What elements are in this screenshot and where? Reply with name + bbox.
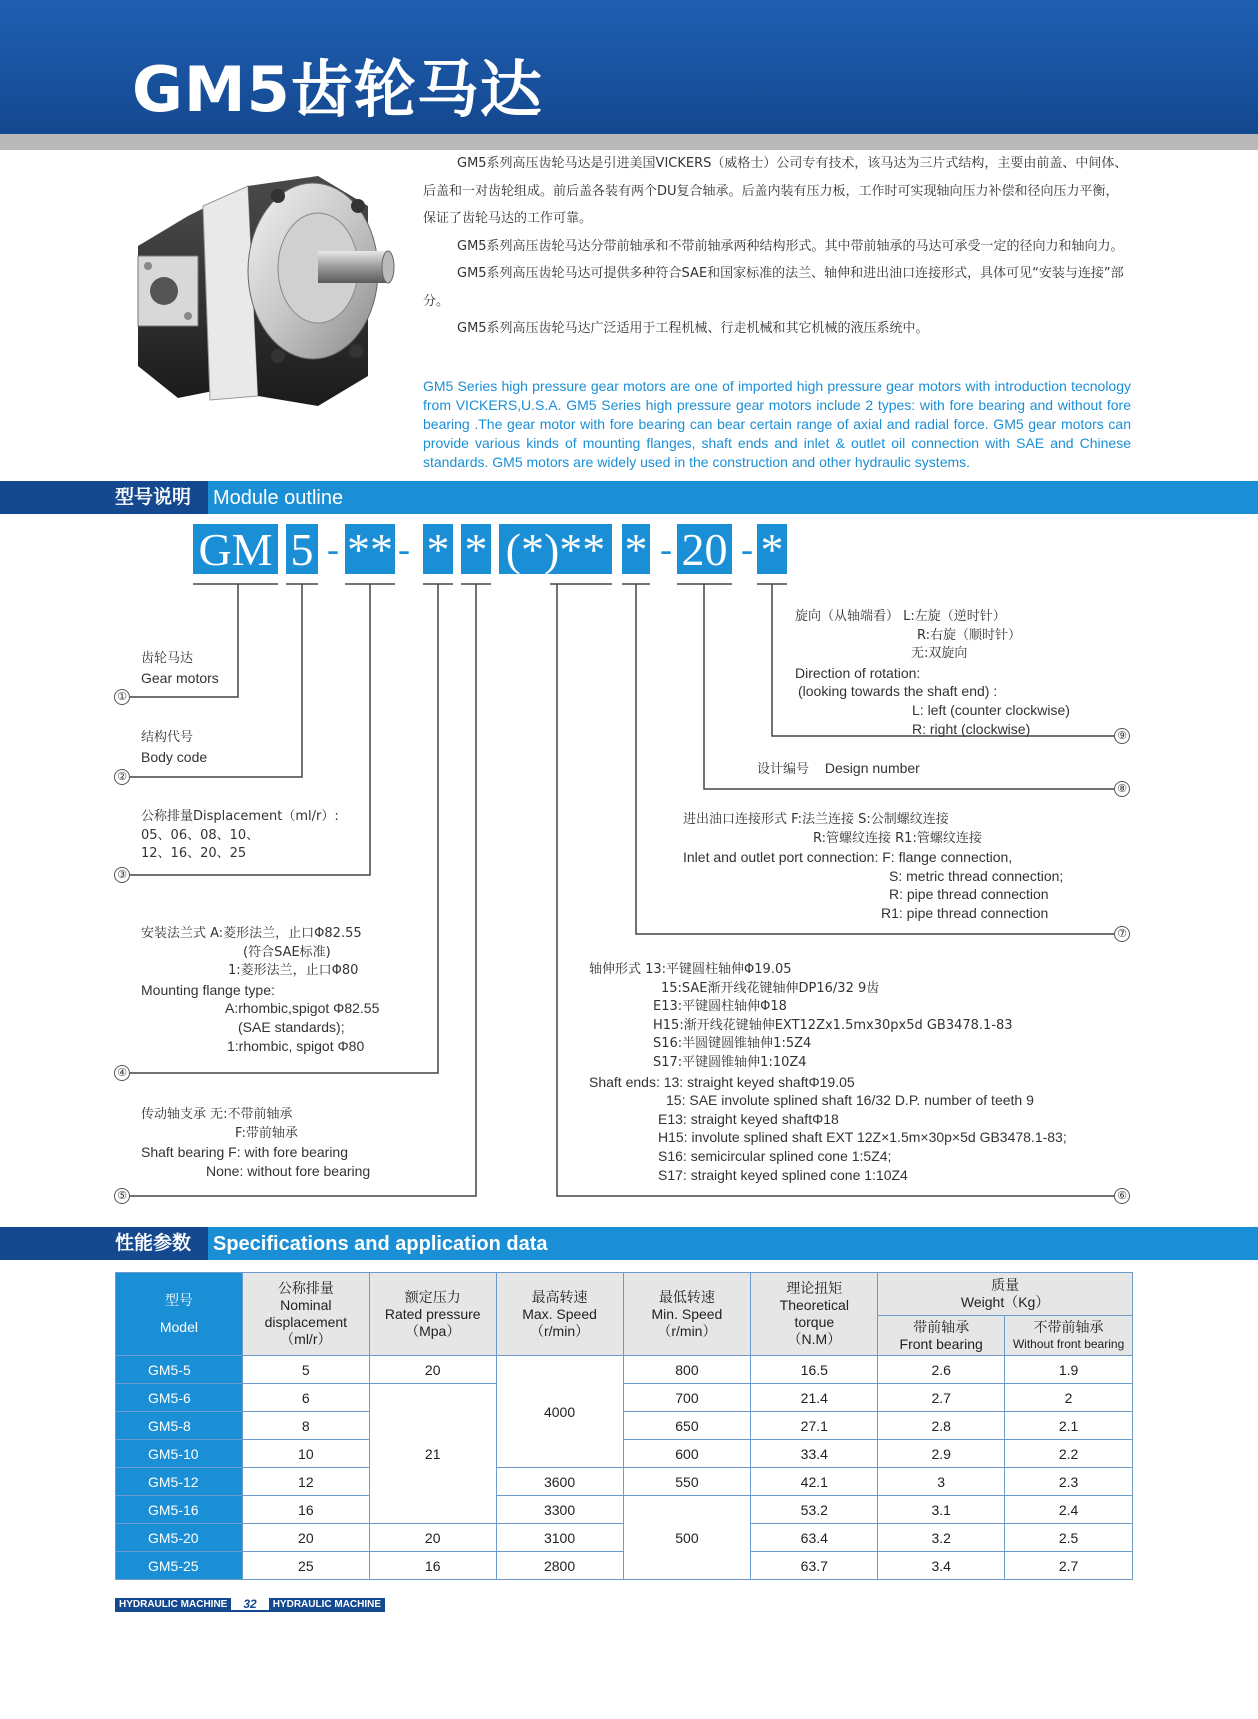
table-row: GM5-20 20 20 3100 63.4 3.2 2.5 xyxy=(116,1524,1133,1552)
table-row: GM5-16 16 3300 500 53.2 3.1 2.4 xyxy=(116,1496,1133,1524)
label-rotation: 旋向（从轴端看） L:左旋（逆时针） R:右旋（顺时针） 无:双旋向 Direction of rotation: (looking towards the shaft end) : L: left (counter clockwise) R: right (clockwise) xyxy=(795,609,1070,737)
page-number: 32 xyxy=(231,1598,268,1612)
page-footer xyxy=(115,1598,385,1612)
header-max-speed: 最高转速 Max. Speed （r/min） xyxy=(496,1273,623,1356)
code-rotation: * xyxy=(757,524,787,574)
header-rated-pressure: 额定压力 Rated pressure （Mpa） xyxy=(369,1273,496,1356)
specifications-table xyxy=(115,1272,1133,1580)
intro-english: GM5 Series high pressure gear motors are one of imported high pressure gear motors with introduction tecnology from VICKERS,U.S.A. GM5 Series high pressure gear motors include 2 types: with fore bearing and without fore bearing .The gear motor with fore bearing can bear certain range of axial and radial force. GM5 gear motors can provide various kinds of mounting flanges, shaft ends and inlet & outlet oil connection with SAE and Chinese standards. GM5 motors are widely used in the construction and other hydraulic systems. xyxy=(423,378,1131,470)
label-displacement: 公称排量Displacement（ml/r）: 05、06、08、10、 12、16、20、25 xyxy=(141,809,339,862)
code-port: * xyxy=(622,524,650,574)
footer-tag: HYDRAULIC MACHINE xyxy=(115,1598,231,1612)
intro-paragraph: GM5系列高压齿轮马达分带前轴承和不带前轴承两种结构形式。其中带前轴承的马达可承受一定的径向力和轴向力。 xyxy=(457,238,1124,254)
callout-number: ① xyxy=(114,689,130,705)
callout-number: ④ xyxy=(114,1065,130,1081)
callout-number: ③ xyxy=(114,867,130,883)
callout-number: ⑦ xyxy=(1114,926,1130,942)
page-title: GM5齿轮马达 xyxy=(132,53,543,126)
section-title-en: Specifications and application data xyxy=(213,1233,548,1255)
table-row: GM5-25 25 16 2800 63.7 3.4 2.7 xyxy=(116,1552,1133,1580)
code-dash: - xyxy=(741,529,753,569)
callout-number: ⑤ xyxy=(114,1188,130,1204)
code-dash: - xyxy=(660,529,672,569)
label-body-code: 结构代号 Body code xyxy=(141,730,208,765)
code-flange: * xyxy=(423,524,453,574)
code-dash: - xyxy=(398,529,410,569)
callout-number: ② xyxy=(114,769,130,785)
section-title-en: Module outline xyxy=(213,487,344,509)
table-row: GM5-6 6 21 700 21.4 2.7 2 xyxy=(116,1384,1133,1412)
label-design-number: 设计编号 Design number xyxy=(757,760,920,777)
table-row: GM5-8 8 650 27.1 2.8 2.1 xyxy=(116,1412,1133,1440)
callout-number: ⑥ xyxy=(1114,1188,1130,1204)
label-port-connection: 进出油口连接形式 F:法兰连接 S:公制螺纹连接 R:管螺纹连接 R1:管螺纹连接 Inlet and outlet port connection: F: flange connection, S: metric thread connection; R: pipe thread connection R1: pipe thread connection xyxy=(683,812,1064,921)
callout-number: ⑧ xyxy=(1114,781,1130,797)
callout-number: ⑨ xyxy=(1114,728,1130,744)
specifications-bar xyxy=(0,1227,1258,1260)
label-mounting-flange: 安装法兰式 A:菱形法兰，止口Φ82.55 (符合SAE标准) 1:菱形法兰，止口Φ80 Mounting flange type: A:rhombic,spigot Φ82.55 (SAE standards); 1:rhombic, spigot Φ80 xyxy=(141,926,380,1054)
header-min-speed: 最低转速 Min. Speed （r/min） xyxy=(623,1273,751,1356)
code-bearing: * xyxy=(461,524,491,574)
header-torque: 理论扭矩 Theoretical torque （N.M） xyxy=(751,1273,878,1356)
footer-tag: HYDRAULIC MACHINE xyxy=(269,1598,385,1612)
table-row: GM5-12 12 3600 550 42.1 3 2.3 xyxy=(116,1468,1133,1496)
header-displacement: 公称排量 Nominal displacement （ml/r） xyxy=(242,1273,369,1356)
section-title-cn: 型号说明 xyxy=(0,481,208,514)
header-model: 型号 Model xyxy=(116,1273,243,1356)
table-row: GM5-5 5 20 4000 800 16.5 2.6 1.9 xyxy=(116,1356,1133,1384)
header-without-front-bearing: 不带前轴承 Without front bearing xyxy=(1005,1316,1133,1356)
table-row: GM5-10 10 600 33.4 2.9 2.2 xyxy=(116,1440,1133,1468)
code-displacement: ** xyxy=(347,524,393,575)
intro-paragraph: GM5系列高压齿轮马达可提供多种符合SAE和国家标准的法兰、轴伸和进出油口连接形式，具体可见“安装与连接”部分。 xyxy=(423,266,1124,309)
header-front-bearing: 带前轴承 Front bearing xyxy=(878,1316,1005,1356)
label-gear-motors: 齿轮马达 Gear motors xyxy=(141,651,219,686)
intro-paragraph: GM5系列高压齿轮马达广泛适用于工程机械、行走机械和其它机械的液压系统中。 xyxy=(457,321,929,336)
code-five: 5 xyxy=(286,524,318,574)
code-gm: GM xyxy=(193,524,278,574)
section-title-cn: 性能参数 xyxy=(0,1227,208,1260)
code-dash: - xyxy=(327,529,339,569)
code-design: 20 xyxy=(677,524,732,574)
intro-paragraph: GM5系列高压齿轮马达是引进美国VICKERS（威格士）公司专有技术，该马达为三片式结构，主要由前盖、中间体、后盖和一对齿轮组成。前后盖各装有两个DU复合轴承。后盖内装有压力板，工作时可实现轴向压力补偿和径向压力平衡，保证了齿轮马达的工作可靠。 xyxy=(423,156,1128,226)
header-weight: 质量 Weight（Kg） xyxy=(878,1273,1133,1316)
label-shaft-bearing: 传动轴支承 无:不带前轴承 F:带前轴承 Shaft bearing F: with fore bearing None: without fore bearing xyxy=(141,1107,371,1179)
label-shaft-ends: 轴伸形式 13:平键圆柱轴伸Φ19.05 15:SAE渐开线花键轴伸DP16/32 9齿 E13:平键圆柱轴伸Φ18 H15:渐开线花键轴伸EXT12Zx1.5mx30px5d GB3478.1-83 S16:半圆键圆锥轴伸1:5Z4 S17:平键圆锥轴伸1:10Z4 Shaft ends: 13: straight keyed shaftΦ19.05 15: SAE involute splined shaft 16/32 D.P. number of teeth 9 E13: straight keyed shaftΦ18 H15: involute splined shaft EXT 12Z×1.5m×30p×5d GB3478.1-83; S16: semicircular splined cone 1:5Z4; S17: straight keyed splined cone 1:10Z4 xyxy=(589,962,1067,1183)
code-shaft: (*)** xyxy=(499,524,612,574)
